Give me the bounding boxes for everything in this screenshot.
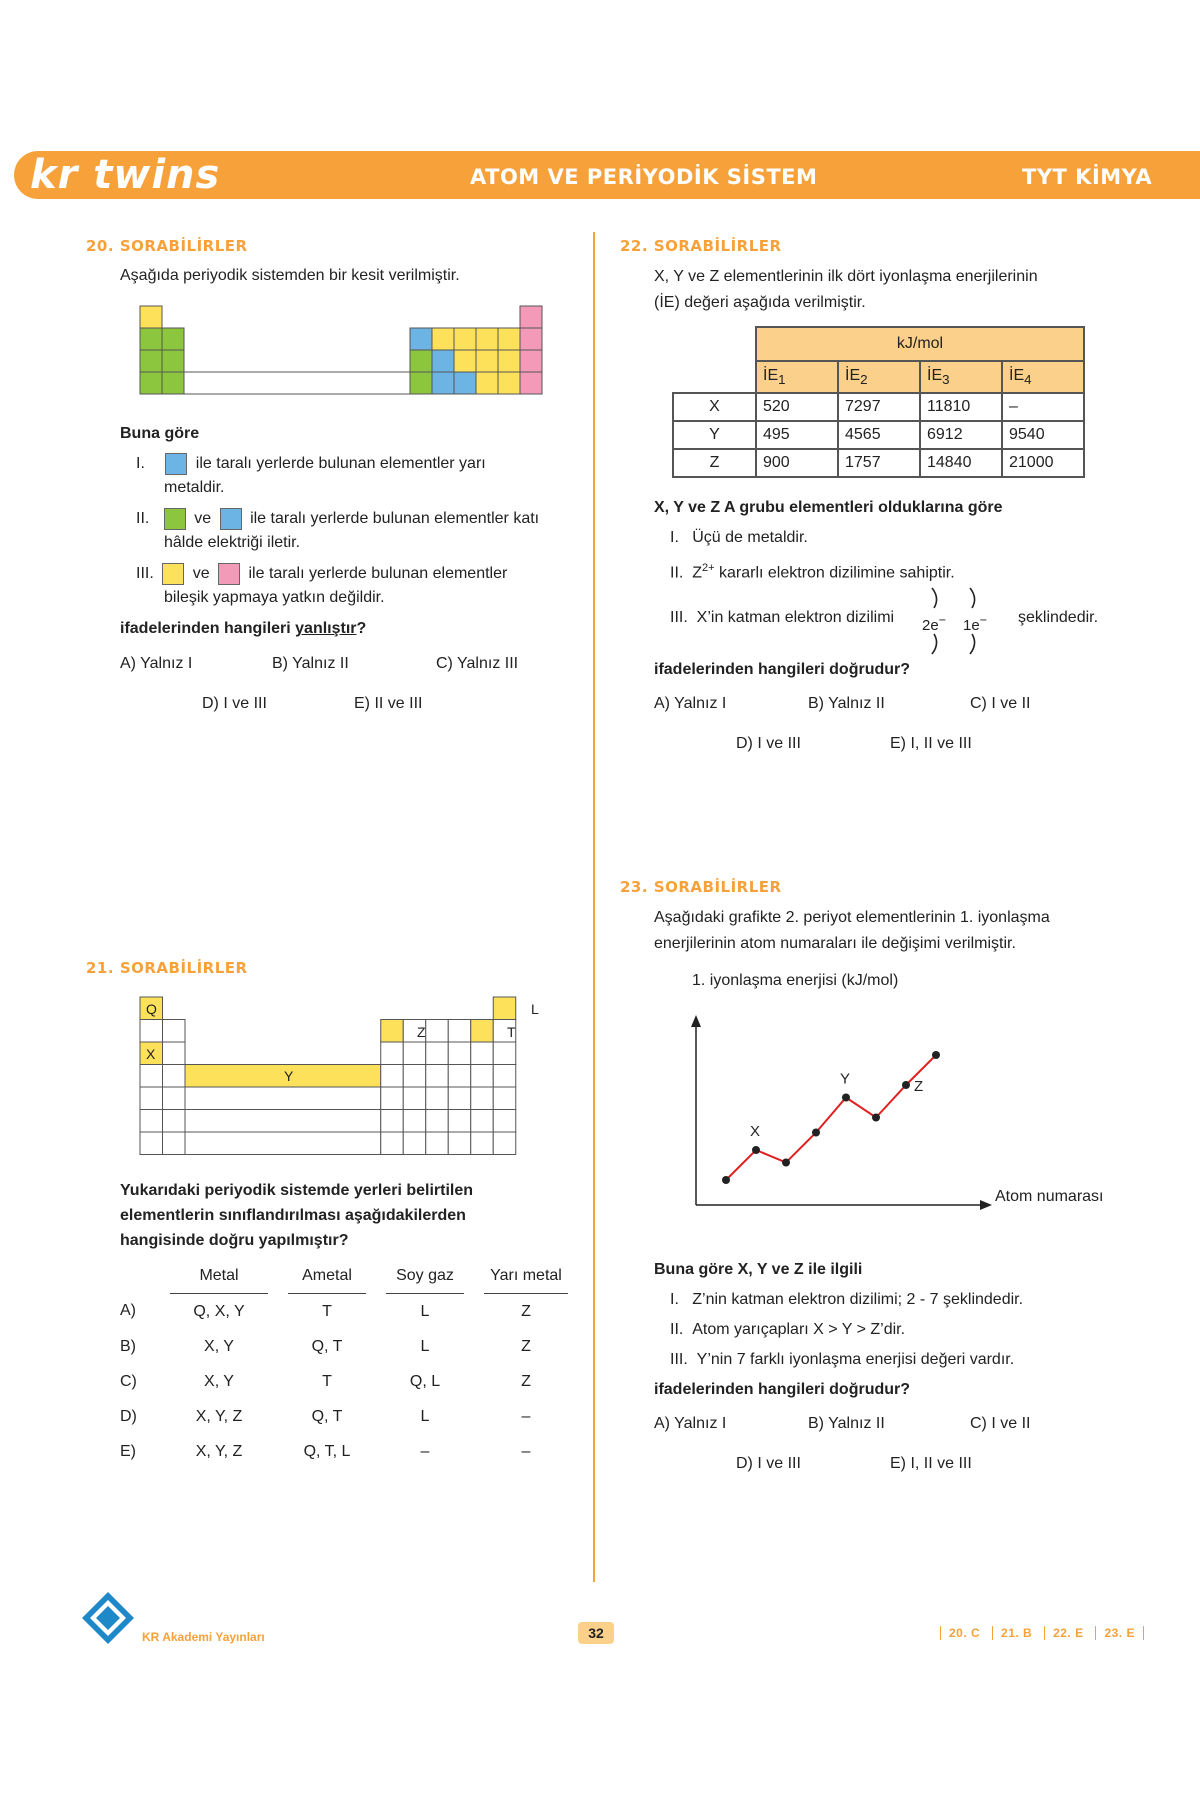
yellow-swatch: [162, 563, 184, 585]
q23-header: 23. SORABİLİRLER: [620, 878, 782, 896]
label-y: Y: [284, 1068, 294, 1084]
q20-option-e[interactable]: E) II ve III: [354, 695, 423, 712]
grid-cell: [381, 1042, 404, 1065]
brand-logo: kr twins: [30, 152, 221, 198]
q23-chart: [650, 965, 1104, 1240]
grid-cell: [185, 1132, 381, 1155]
q21-header: 21. SORABİLİRLER: [86, 959, 248, 977]
grid-cell: [471, 1042, 494, 1065]
data-point-9: [902, 1081, 910, 1089]
grid-cell: [426, 1020, 449, 1043]
publisher-logo-icon: [80, 1590, 136, 1646]
grid-cell: [140, 1132, 163, 1155]
point-label-y: Y: [840, 1070, 851, 1088]
label-z: Z: [417, 1024, 426, 1040]
data-point-3: [722, 1176, 730, 1184]
grid-cell: [471, 1020, 494, 1043]
grid-cell: [163, 1065, 186, 1088]
grid-cell: [448, 1020, 471, 1043]
x-axis-label: Atom numarası: [995, 1188, 1104, 1205]
q22-item-3: III. X’in katman elektron dizilimi: [670, 609, 895, 626]
q21-option-d[interactable]: D) X, Y, Z Q, T L –: [120, 1407, 531, 1425]
shell-1: 2e−: [922, 613, 946, 634]
page-number: 32: [578, 1622, 614, 1644]
data-point-4: [752, 1146, 760, 1154]
answer-23: 23. E: [1095, 1626, 1144, 1640]
ie4-header: $İE_4$: [1002, 361, 1084, 393]
ie2-header: $İE_2$: [838, 361, 920, 393]
q20-intro: Aşağıda periyodik sistemden bir kesit verilmiştir.: [120, 267, 460, 284]
answer-key: [940, 1626, 1144, 1640]
q23-option-d[interactable]: D) I ve III: [736, 1455, 801, 1472]
q21-question: Yukarıdaki periyodik sistemde yerleri belirtilen elementlerin sınıflandırılması aşağıdakilerden hangisinde doğru yapılmıştır?: [120, 1182, 474, 1249]
ie3-header: $İE_3$: [920, 361, 1002, 393]
grid-cell: [381, 1132, 404, 1155]
grid-cell: [493, 1042, 516, 1065]
y-arrow-icon: [691, 1015, 701, 1027]
q20-lead: Buna göre: [120, 425, 200, 442]
q20-item-3: III. ve ile taralı yerlerde bulunan elementler bileşik yapmaya yatkın değildir.: [136, 562, 507, 610]
blue-swatch: [220, 508, 242, 530]
label-t: T: [507, 1024, 516, 1040]
q23-option-e[interactable]: E) I, II ve III: [890, 1455, 972, 1472]
q21-option-e[interactable]: E) X, Y, Z Q, T, L – –: [120, 1442, 531, 1460]
shell-arcs: [920, 586, 980, 658]
q22-item-3-post: şeklindedir.: [1018, 609, 1099, 626]
col-yarimetal: Yarı metal: [484, 1258, 568, 1294]
grid-cell: [403, 1132, 426, 1155]
q21-options-table: [120, 1258, 568, 1469]
q23-item-1: I. Z’nin katman elektron dizilimi; 2 - 7 şeklindedir.: [670, 1291, 1024, 1308]
series-labels: [750, 1071, 923, 1141]
row-z: Z 900 1757 14840 21000: [673, 449, 1084, 477]
series-line: [726, 1055, 936, 1180]
q23-option-b[interactable]: B) Yalnız II: [808, 1415, 885, 1432]
column-divider: [593, 232, 595, 1582]
q21-option-c[interactable]: C) X, Y T Q, L Z: [120, 1372, 531, 1390]
q20-item-2: II. ve ile taralı yerlerde bulunan elementler katı hâlde elektriği iletir.: [136, 507, 539, 555]
col-ametal: Ametal: [288, 1258, 366, 1294]
grid-cell: [471, 1132, 494, 1155]
q23-item-2: II. Atom yarıçapları X > Y > Z’dir.: [670, 1321, 906, 1338]
grid-cell: [185, 1065, 381, 1088]
q23-lead: Buna göre X, Y ve Z ile ilgili: [654, 1261, 863, 1278]
q20-question: ifadelerinden hangileri yanlıştır?: [120, 620, 367, 637]
label-q: Q: [146, 1001, 157, 1017]
grid-cell: [403, 1042, 426, 1065]
publisher-name: KR Akademi Yayınları: [142, 1630, 265, 1644]
pink-swatch: [218, 563, 240, 585]
col-metal: Metal: [170, 1258, 268, 1294]
grid-cell: [471, 1110, 494, 1133]
grid-cell: [426, 1087, 449, 1110]
grid-cell: [140, 1087, 163, 1110]
x-arrow-icon: [980, 1200, 992, 1210]
q22-item-1: I. Üçü de metaldir.: [670, 529, 808, 546]
label-l: L: [531, 1001, 539, 1017]
grid-cell: [493, 1110, 516, 1133]
grid-cell: [403, 1110, 426, 1133]
grid-cell: [471, 1065, 494, 1088]
q20-header: 20. SORABİLİRLER: [86, 237, 248, 255]
subject-label: TYT KİMYA: [1022, 165, 1153, 189]
grid-cell: [448, 1065, 471, 1088]
data-point-6: [812, 1129, 820, 1137]
row-y: Y 495 4565 6912 9540: [673, 421, 1084, 449]
q22-item-2: II. $Z^{2+}$ kararlı elektron dizilimine sahiptir.: [670, 562, 955, 582]
q21-periodic-table: [138, 997, 550, 1155]
grid-cell: [163, 1020, 186, 1043]
ie1-header: $İE_1$: [756, 361, 838, 393]
q22-option-c[interactable]: C) I ve II: [970, 695, 1031, 712]
q21-option-a[interactable]: A) Q, X, Y T L Z: [120, 1302, 531, 1320]
grid-cell: [493, 997, 516, 1020]
grid-cell: [185, 1087, 381, 1110]
grid-cell: [163, 1087, 186, 1110]
q22-option-b[interactable]: B) Yalnız II: [808, 695, 885, 712]
q22-ie-table: [672, 326, 1085, 478]
q21-option-b[interactable]: B) X, Y Q, T L Z: [120, 1337, 531, 1355]
shell-2: 1e−: [963, 613, 987, 634]
grid-cell: [448, 1132, 471, 1155]
grid-cell: [381, 1110, 404, 1133]
col-soygaz: Soy gaz: [386, 1258, 464, 1294]
grid-cell: [426, 1042, 449, 1065]
y-axis-label: 1. iyonlaşma enerjisi (kJ/mol): [692, 972, 899, 989]
unit-header: kJ/mol: [756, 327, 1084, 361]
q22-option-d[interactable]: D) I ve III: [736, 735, 801, 752]
grid-cell: [448, 1110, 471, 1133]
data-point-8: [872, 1114, 880, 1122]
grid-cell: [493, 1065, 516, 1088]
data-point-5: [782, 1159, 790, 1167]
grid-cell: [140, 1065, 163, 1088]
grid-cell: [163, 1132, 186, 1155]
q22-option-a[interactable]: A) Yalnız I: [654, 695, 727, 712]
grid-cell: [140, 1020, 163, 1043]
page-title: ATOM VE PERİYODİK SİSTEM: [470, 165, 818, 189]
grid-cell: [403, 1065, 426, 1088]
answer-22: 22. E: [1044, 1626, 1092, 1640]
q23-question: ifadelerinden hangileri doğrudur?: [654, 1381, 911, 1398]
q23-option-c[interactable]: C) I ve II: [970, 1415, 1031, 1432]
grid-cell: [448, 1087, 471, 1110]
q23-intro: Aşağıdaki grafikte 2. periyot elementlerinin 1. iyonlaşma enerjilerinin atom numaraları ile değişimi verilmiştir.: [654, 909, 1050, 952]
grid-cell: [163, 1110, 186, 1133]
q23-option-a[interactable]: A) Yalnız I: [654, 1415, 727, 1432]
grid-cell: [426, 1132, 449, 1155]
data-point-10: [932, 1051, 940, 1059]
q22-intro: X, Y ve Z elementlerinin ilk dört iyonlaşma enerjilerinin (İE) değeri aşağıda verilmiştir.: [654, 268, 1038, 311]
grid-cell: [381, 1065, 404, 1088]
grid-cell: [471, 1087, 494, 1110]
q22-lead: X, Y ve Z A grubu elementleri olduklarına göre: [654, 499, 1003, 516]
grid-cell: [448, 1042, 471, 1065]
grid-cell: [426, 1110, 449, 1133]
answer-20: 20. C: [940, 1626, 988, 1640]
grid-cell: [381, 1087, 404, 1110]
q20-item-1: I. ile taralı yerlerde bulunan elementler yarı metaldir.: [136, 452, 486, 500]
q22-option-e[interactable]: E) I, II ve III: [890, 735, 972, 752]
q20-option-d[interactable]: D) I ve III: [202, 695, 267, 712]
data-point-7: [842, 1094, 850, 1102]
grid-cell: [403, 1087, 426, 1110]
green-swatch: [164, 508, 186, 530]
label-x: X: [146, 1046, 156, 1062]
point-label-z: Z: [914, 1078, 924, 1095]
grid-cell: [185, 1110, 381, 1133]
grid-cell: [493, 1087, 516, 1110]
q20-option-b[interactable]: B) Yalnız II: [272, 655, 349, 672]
q20-periodic-section: [138, 306, 548, 398]
answer-21: 21. B: [992, 1626, 1040, 1640]
q23-item-3: III. Y’nin 7 farklı iyonlaşma enerjisi değeri vardır.: [670, 1351, 1015, 1368]
q22-question: ifadelerinden hangileri doğrudur?: [654, 661, 911, 678]
point-label-x: X: [750, 1123, 761, 1140]
grid-cell: [140, 1110, 163, 1133]
grid-cell: [381, 1020, 404, 1043]
grid-cell: [163, 1042, 186, 1065]
grid-cell: [426, 1065, 449, 1088]
grid-cell: [493, 1132, 516, 1155]
q22-header: 22. SORABİLİRLER: [620, 237, 782, 255]
blue-swatch: [165, 453, 187, 475]
series-points: [722, 1051, 940, 1184]
q20-option-c[interactable]: C) Yalnız III: [436, 655, 519, 672]
q20-option-a[interactable]: A) Yalnız I: [120, 655, 193, 672]
row-x: X 520 7297 11810 –: [673, 393, 1084, 421]
